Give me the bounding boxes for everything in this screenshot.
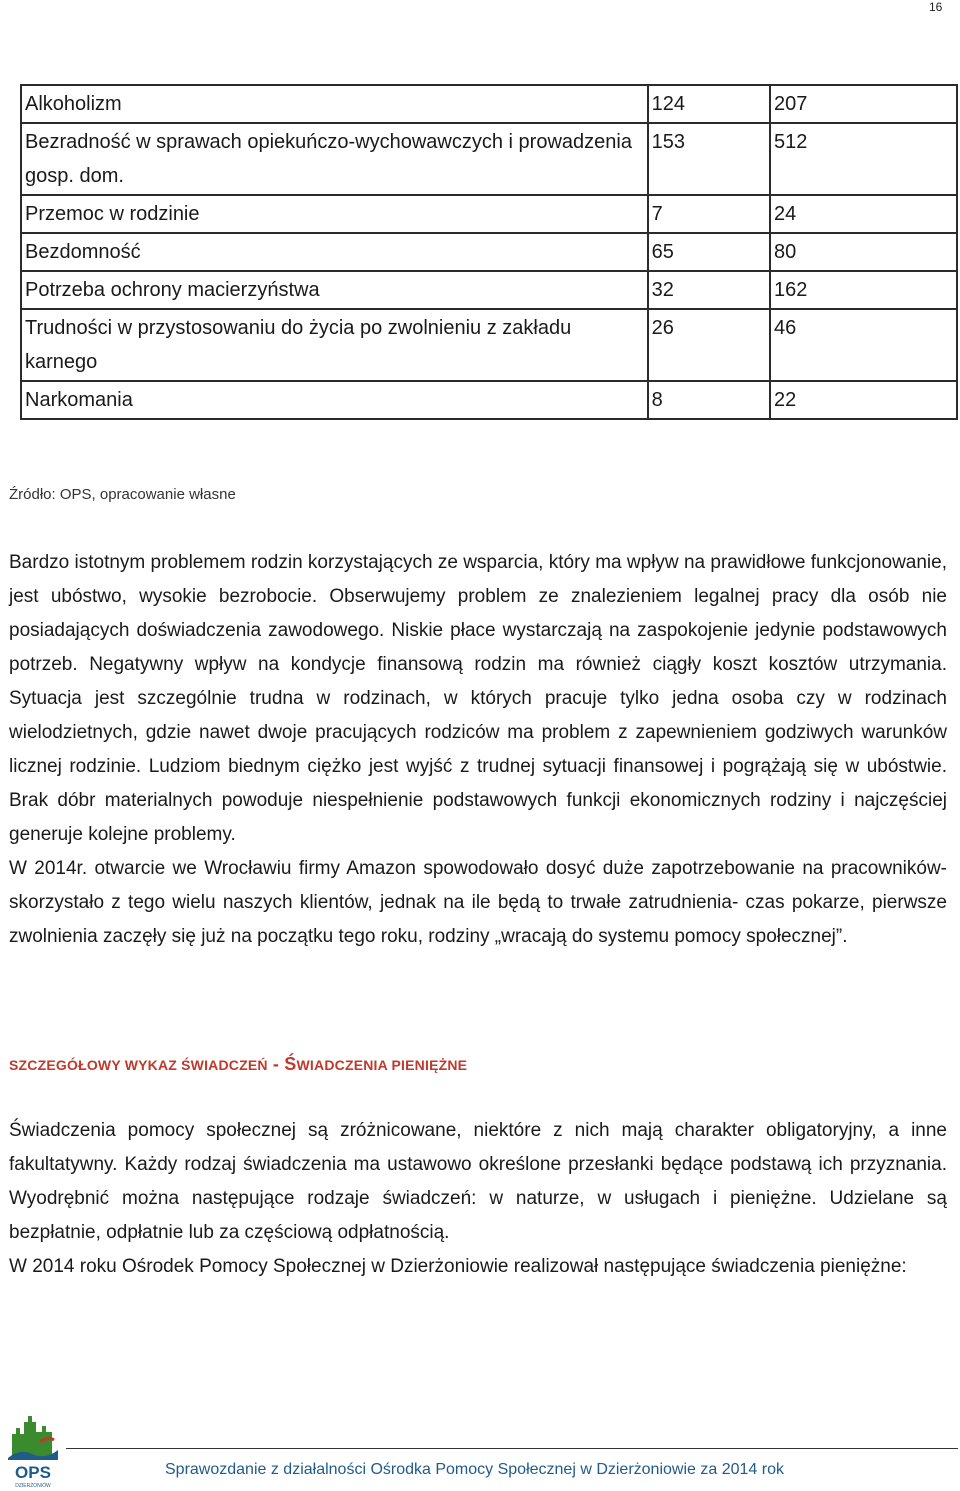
table-row bbox=[21, 271, 957, 309]
section-heading bbox=[9, 1054, 467, 1075]
row-value-2: 207 bbox=[770, 85, 957, 123]
body-section-1 bbox=[9, 546, 947, 954]
row-value-2: 22 bbox=[770, 381, 957, 419]
statistics-table bbox=[20, 84, 958, 420]
source-note: Źródło: OPS, opracowanie własne bbox=[9, 486, 236, 503]
row-label: Bezradność w sprawach opiekuńczo-wychowawczych i prowadzenia gosp. dom. bbox=[21, 123, 648, 195]
logo-subtext: DZIERŻONIÓW bbox=[15, 1483, 51, 1488]
row-value-1: 7 bbox=[648, 195, 770, 233]
logo-text: OPS bbox=[15, 1463, 51, 1482]
row-label: Narkomania bbox=[21, 381, 648, 419]
ops-logo-icon bbox=[6, 1412, 60, 1488]
heading-part2: WIADCZENIA PIENIĘŻNE bbox=[296, 1057, 468, 1073]
heading-initial: Ś bbox=[284, 1054, 297, 1074]
paragraph: W 2014r. otwarcie we Wrocławiu firmy Amazon spowodowało dosyć duże zapotrzebowanie na pracowników- skorzystało z tego wielu naszych klientów, jednak na ile będą to trwałe zatrudnienia- czas pokarze, pierwsze zwolnienia zaczęły się już na początku tego roku, rodziny „wracają do systemu pomocy społecznej”. bbox=[9, 858, 947, 947]
row-value-1: 32 bbox=[648, 271, 770, 309]
row-value-1: 26 bbox=[648, 309, 770, 381]
table-row bbox=[21, 381, 957, 419]
table-row bbox=[21, 195, 957, 233]
row-label: Bezdomność bbox=[21, 233, 648, 271]
row-label: Alkoholizm bbox=[21, 85, 648, 123]
paragraph: Świadczenia pomocy społecznej są zróżnicowane, niektóre z nich mają charakter obligatoryjny, a inne fakultatywny. Każdy rodzaj świadczenia ma ustawowo określone przesłanki będące podstawą ich przyznania. Wyodrębnić można następujące rodzaje świadczeń: w naturze, w usługach i pieniężne. Udzielane są bezpłatnie, odpłatnie lub za częściową odpłatnością. bbox=[9, 1120, 947, 1243]
table-row bbox=[21, 309, 957, 381]
row-value-2: 24 bbox=[770, 195, 957, 233]
row-label: Przemoc w rodzinie bbox=[21, 195, 648, 233]
row-value-2: 46 bbox=[770, 309, 957, 381]
page-number: 16 bbox=[929, 0, 943, 14]
row-value-2: 162 bbox=[770, 271, 957, 309]
row-value-2: 512 bbox=[770, 123, 957, 195]
row-value-1: 8 bbox=[648, 381, 770, 419]
table-row bbox=[21, 233, 957, 271]
table-row bbox=[21, 85, 957, 123]
row-value-1: 65 bbox=[648, 233, 770, 271]
row-label: Potrzeba ochrony macierzyństwa bbox=[21, 271, 648, 309]
row-label: Trudności w przystosowaniu do życia po zwolnieniu z zakładu karnego bbox=[21, 309, 648, 381]
paragraph: W 2014 roku Ośrodek Pomocy Społecznej w Dzierżoniowie realizował następujące świadczenia pieniężne: bbox=[9, 1256, 907, 1277]
row-value-1: 153 bbox=[648, 123, 770, 195]
heading-part1: SZCZEGÓŁOWY WYKAZ ŚWIADCZEŃ bbox=[9, 1057, 268, 1073]
footer-divider bbox=[66, 1448, 958, 1449]
paragraph: Bardzo istotnym problemem rodzin korzystających ze wsparcia, który ma wpływ na prawidłowe funkcjonowanie, jest ubóstwo, wysokie bezrobocie. Obserwujemy problem ze znalezieniem legalnej pracy dla osób nie posiadających doświadczenia zawodowego. Niskie płace wystarczają na zaspokojenie jedynie podstawowych potrzeb. Negatywny wpływ na kondycje finansową rodzin ma również ciągły koszt kosztów utrzymania. Sytuacja jest szczególnie trudna w rodzinach, w których pracuje tylko jedna osoba czy w rodzinach wielodzietnych, gdzie nawet dwoje pracujących rodziców ma problem z zapewnieniem godziwych warunków licznej rodzinie. Ludziom biednym ciężko jest wyjść z trudnej sytuacji finansowej i pogrążają się w ubóstwie. Brak dóbr materialnych powoduje niespełnienie podstawowych funkcji ekonomicznych rodziny i najczęściej generuje kolejne problemy. bbox=[9, 552, 947, 845]
body-section-2 bbox=[9, 1114, 947, 1284]
footer-text: Sprawozdanie z działalności Ośrodka Pomocy Społecznej w Dzierżoniowie za 2014 rok bbox=[165, 1461, 784, 1478]
row-value-1: 124 bbox=[648, 85, 770, 123]
table-body bbox=[21, 85, 957, 419]
table-row bbox=[21, 123, 957, 195]
heading-dash: - bbox=[267, 1054, 285, 1074]
row-value-2: 80 bbox=[770, 233, 957, 271]
